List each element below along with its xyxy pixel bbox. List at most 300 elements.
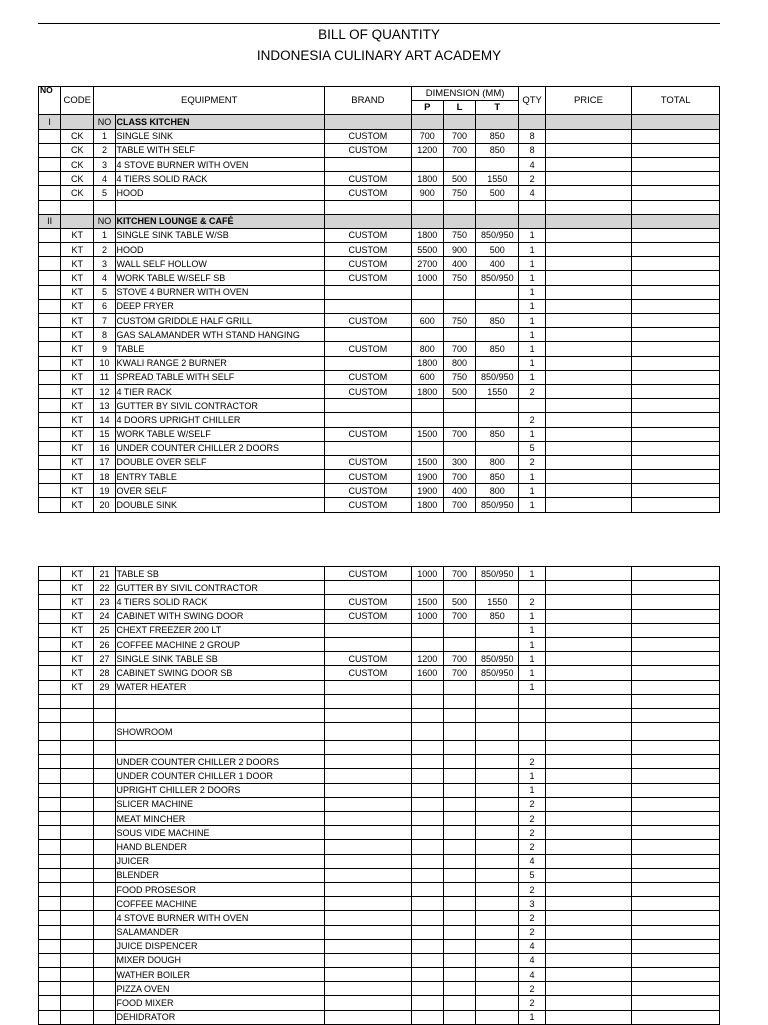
cell-no [39, 666, 61, 680]
cell-total [632, 271, 720, 285]
blank-cell [39, 723, 61, 741]
table-row [39, 370, 720, 384]
cell-dim-p [411, 637, 443, 651]
table-row [39, 441, 720, 455]
cell-item-number: 7 [94, 314, 115, 328]
cell-item-number: 2 [94, 143, 115, 157]
blank-cell [325, 882, 412, 896]
cell-brand: CUSTOM [325, 455, 412, 469]
blank-cell [443, 723, 475, 741]
table-row [39, 157, 720, 171]
cell-qty: 2 [519, 982, 545, 996]
blank-cell [443, 826, 475, 840]
blank-cell [476, 708, 519, 722]
boq-table-body-2 [39, 567, 720, 1025]
document-title: BILL OF QUANTITY [318, 27, 440, 42]
cell-dim-p [411, 413, 443, 427]
showroom-item-row [39, 939, 720, 953]
blank-cell [632, 854, 720, 868]
blank-cell [94, 897, 115, 911]
blank-cell [443, 882, 475, 896]
cell-dim-p: 1800 [411, 228, 443, 242]
blank-cell [476, 968, 519, 982]
cell-dim-p: 1000 [411, 609, 443, 623]
blank-cell [476, 953, 519, 967]
blank-cell [632, 826, 720, 840]
cell-no [39, 143, 61, 157]
cell-dim-l [443, 157, 475, 171]
blank-cell [443, 897, 475, 911]
blank-cell [39, 897, 61, 911]
cell-qty: 2 [519, 455, 545, 469]
blank-cell [411, 868, 443, 882]
blank-cell [61, 939, 94, 953]
cell-no [39, 129, 61, 143]
cell-dim-t: 850/950 [476, 271, 519, 285]
cell-qty: 1 [519, 637, 545, 651]
table-row [39, 455, 720, 469]
cell-equipment: DEHIDRATOR [115, 1010, 325, 1024]
cell-item-number: 3 [94, 157, 115, 171]
blank-cell [325, 741, 412, 755]
cell-dim-t: 850 [476, 609, 519, 623]
blank-cell [411, 840, 443, 854]
cell-price [545, 581, 632, 595]
table-row [39, 172, 720, 186]
cell-dim-p [411, 441, 443, 455]
cell-price [545, 257, 632, 271]
table-row [39, 314, 720, 328]
section-blank [545, 115, 632, 129]
cell-price [545, 623, 632, 637]
table-row [39, 186, 720, 200]
table-row [39, 285, 720, 299]
cell-dim-l: 700 [443, 427, 475, 441]
cell-code: KT [61, 427, 94, 441]
cell-qty: 4 [519, 968, 545, 982]
cell-code: KT [61, 413, 94, 427]
cell-dim-t: 850/950 [476, 370, 519, 384]
cell-total [632, 384, 720, 398]
table-row [39, 228, 720, 242]
cell-dim-l: 700 [443, 567, 475, 581]
cell-item-number: 1 [94, 129, 115, 143]
cell-dim-t: 850/950 [476, 652, 519, 666]
blank-cell [115, 200, 325, 214]
cell-dim-l [443, 581, 475, 595]
blank-cell [443, 996, 475, 1010]
blank-cell [61, 723, 94, 741]
blank-cell [443, 982, 475, 996]
cell-code: KT [61, 243, 94, 257]
blank-cell [476, 755, 519, 769]
cell-dim-p [411, 623, 443, 637]
blank-cell [94, 812, 115, 826]
blank-cell [115, 694, 325, 708]
blank-cell [411, 694, 443, 708]
cell-code: KT [61, 342, 94, 356]
cell-price [545, 441, 632, 455]
cell-equipment: 4 DOORS UPRIGHT CHILLER [115, 413, 325, 427]
cell-brand: CUSTOM [325, 314, 412, 328]
blank-cell [325, 925, 412, 939]
blank-cell [39, 939, 61, 953]
cell-dim-p: 1800 [411, 498, 443, 512]
blank-cell [61, 708, 94, 722]
cell-brand [325, 581, 412, 595]
cell-total [632, 609, 720, 623]
cell-price [545, 370, 632, 384]
cell-dim-t: 1550 [476, 384, 519, 398]
cell-item-number: 25 [94, 623, 115, 637]
blank-cell [476, 882, 519, 896]
blank-cell [411, 882, 443, 896]
blank-cell [39, 854, 61, 868]
cell-qty: 1 [519, 609, 545, 623]
cell-dim-t: 850 [476, 342, 519, 356]
cell-equipment: HOOD [115, 243, 325, 257]
blank-cell [545, 939, 632, 953]
cell-qty: 1 [519, 328, 545, 342]
blank-cell [325, 854, 412, 868]
blank-cell [94, 925, 115, 939]
cell-dim-l: 700 [443, 609, 475, 623]
cell-equipment: UNDER COUNTER CHILLER 1 DOOR [115, 769, 325, 783]
header-price: PRICE [545, 87, 632, 115]
table-row [39, 623, 720, 637]
blank-cell [545, 200, 632, 214]
cell-dim-l [443, 441, 475, 455]
cell-qty: 1 [519, 285, 545, 299]
cell-dim-l: 750 [443, 186, 475, 200]
header-l: L [443, 101, 475, 115]
blank-cell [545, 868, 632, 882]
cell-brand: CUSTOM [325, 666, 412, 680]
blank-cell [325, 868, 412, 882]
cell-price [545, 186, 632, 200]
table-row [39, 299, 720, 313]
showroom-item-row [39, 982, 720, 996]
showroom-item-row [39, 826, 720, 840]
cell-item-number: 1 [94, 228, 115, 242]
blank-cell [39, 708, 61, 722]
cell-qty: 2 [519, 797, 545, 811]
cell-equipment: 4 TIER RACK [115, 384, 325, 398]
section-blank [411, 115, 443, 129]
blank-cell [39, 741, 61, 755]
cell-dim-p: 800 [411, 342, 443, 356]
cell-equipment: JUICE DISPENCER [115, 939, 325, 953]
cell-dim-p [411, 581, 443, 595]
cell-total [632, 285, 720, 299]
blank-cell [411, 769, 443, 783]
blank-cell [545, 982, 632, 996]
table-row [39, 470, 720, 484]
blank-cell [632, 996, 720, 1010]
blank-cell [39, 996, 61, 1010]
document-subtitle: INDONESIA CULINARY ART ACADEMY [256, 48, 502, 63]
cell-dim-p: 5500 [411, 243, 443, 257]
blank-cell [39, 925, 61, 939]
blank-cell [476, 826, 519, 840]
cell-price [545, 243, 632, 257]
cell-brand [325, 299, 412, 313]
blank-cell [39, 911, 61, 925]
cell-dim-t [476, 680, 519, 694]
cell-dim-l: 700 [443, 143, 475, 157]
cell-dim-t: 800 [476, 455, 519, 469]
blank-cell [545, 812, 632, 826]
cell-equipment: DOUBLE OVER SELF [115, 455, 325, 469]
blank-cell [39, 783, 61, 797]
boq-table-page-1 [38, 86, 720, 513]
blank-cell [411, 708, 443, 722]
section-blank [443, 214, 475, 228]
blank-cell [115, 741, 325, 755]
cell-dim-l: 700 [443, 652, 475, 666]
cell-total [632, 680, 720, 694]
cell-no [39, 441, 61, 455]
table-row [39, 328, 720, 342]
cell-dim-t [476, 356, 519, 370]
showroom-item-row [39, 953, 720, 967]
blank-cell [476, 769, 519, 783]
cell-qty: 2 [519, 812, 545, 826]
cell-item-number: 24 [94, 609, 115, 623]
blank-cell [325, 968, 412, 982]
cell-brand [325, 680, 412, 694]
cell-no [39, 680, 61, 694]
cell-qty: 8 [519, 143, 545, 157]
cell-dim-t [476, 328, 519, 342]
cell-total [632, 666, 720, 680]
blank-cell [411, 897, 443, 911]
cell-item-number: 6 [94, 299, 115, 313]
section-blank [632, 214, 720, 228]
cell-item-number: 18 [94, 470, 115, 484]
cell-dim-l [443, 680, 475, 694]
cell-brand [325, 328, 412, 342]
cell-no [39, 567, 61, 581]
section-blank [632, 115, 720, 129]
cell-no [39, 413, 61, 427]
cell-equipment: SINGLE SINK TABLE W/SB [115, 228, 325, 242]
cell-total [632, 157, 720, 171]
cell-item-number: 11 [94, 370, 115, 384]
cell-no [39, 623, 61, 637]
cell-code: KT [61, 470, 94, 484]
cell-total [632, 637, 720, 651]
blank-cell [443, 797, 475, 811]
cell-equipment: BLENDER [115, 868, 325, 882]
blank-cell [94, 200, 115, 214]
cell-equipment: 4 STOVE BURNER WITH OVEN [115, 157, 325, 171]
blank-cell [411, 939, 443, 953]
cell-equipment: OVER SELF [115, 484, 325, 498]
cell-item-number: 16 [94, 441, 115, 455]
boq-table-page-2 [38, 566, 720, 1025]
blank-cell [545, 882, 632, 896]
blank-cell [476, 694, 519, 708]
cell-qty: 2 [519, 755, 545, 769]
cell-brand: CUSTOM [325, 342, 412, 356]
blank-cell [632, 925, 720, 939]
blank-cell [94, 939, 115, 953]
blank-cell [545, 854, 632, 868]
cell-code: KT [61, 285, 94, 299]
blank-cell [61, 982, 94, 996]
cell-total [632, 652, 720, 666]
cell-code: KT [61, 314, 94, 328]
blank-cell [411, 200, 443, 214]
blank-cell [476, 741, 519, 755]
cell-dim-t: 850 [476, 470, 519, 484]
cell-brand: CUSTOM [325, 498, 412, 512]
blank-cell [39, 953, 61, 967]
cell-equipment: UNDER COUNTER CHILLER 2 DOORS [115, 441, 325, 455]
section-blank [443, 115, 475, 129]
blank-cell [325, 755, 412, 769]
cell-dim-p: 600 [411, 314, 443, 328]
blank-cell [632, 769, 720, 783]
table-row [39, 399, 720, 413]
cell-equipment: HOOD [115, 186, 325, 200]
blank-cell [61, 826, 94, 840]
cell-price [545, 637, 632, 651]
blank-cell [476, 840, 519, 854]
cell-equipment: SPREAD TABLE WITH SELF [115, 370, 325, 384]
showroom-item-row [39, 783, 720, 797]
blank-cell [39, 882, 61, 896]
cell-no [39, 314, 61, 328]
cell-price [545, 299, 632, 313]
blank-cell [39, 755, 61, 769]
blank-cell [61, 812, 94, 826]
cell-qty: 4 [519, 854, 545, 868]
cell-brand: CUSTOM [325, 243, 412, 257]
table-row [39, 567, 720, 581]
cell-qty: 5 [519, 441, 545, 455]
blank-cell [94, 723, 115, 741]
cell-no [39, 285, 61, 299]
blank-row [39, 200, 720, 214]
showroom-item-row [39, 996, 720, 1010]
blank-cell [61, 694, 94, 708]
header-qty: QTY [519, 87, 545, 115]
blank-cell [61, 925, 94, 939]
blank-cell [39, 968, 61, 982]
blank-cell [94, 826, 115, 840]
cell-qty [519, 581, 545, 595]
blank-cell [39, 200, 61, 214]
cell-equipment: CABINET WITH SWING DOOR [115, 609, 325, 623]
cell-item-number: 3 [94, 257, 115, 271]
cell-dim-p [411, 328, 443, 342]
cell-dim-t: 500 [476, 186, 519, 200]
showroom-item-row [39, 1010, 720, 1024]
cell-price [545, 172, 632, 186]
cell-dim-t [476, 441, 519, 455]
cell-brand: CUSTOM [325, 271, 412, 285]
cell-code: KT [61, 652, 94, 666]
cell-item-number: 23 [94, 595, 115, 609]
cell-equipment: STOVE 4 BURNER WITH OVEN [115, 285, 325, 299]
cell-brand: CUSTOM [325, 427, 412, 441]
table-row [39, 498, 720, 512]
blank-cell [545, 840, 632, 854]
cell-equipment: COFFEE MACHINE 2 GROUP [115, 637, 325, 651]
cell-no [39, 384, 61, 398]
cell-item-number: 27 [94, 652, 115, 666]
blank-cell [443, 200, 475, 214]
blank-row [39, 694, 720, 708]
blank-cell [443, 868, 475, 882]
blank-cell [632, 708, 720, 722]
blank-cell [411, 854, 443, 868]
cell-dim-t [476, 623, 519, 637]
cell-equipment: DEEP FRYER [115, 299, 325, 313]
cell-code: KT [61, 384, 94, 398]
header-t: T [476, 101, 519, 115]
blank-cell [476, 797, 519, 811]
table-row [39, 680, 720, 694]
cell-brand: CUSTOM [325, 567, 412, 581]
cell-brand [325, 285, 412, 299]
blank-cell [443, 840, 475, 854]
blank-cell [476, 925, 519, 939]
cell-qty: 4 [519, 186, 545, 200]
section-blank [325, 115, 412, 129]
cell-no [39, 609, 61, 623]
blank-cell [411, 925, 443, 939]
cell-code: KT [61, 595, 94, 609]
cell-code: KT [61, 328, 94, 342]
cell-dim-t: 1550 [476, 172, 519, 186]
blank-cell [39, 826, 61, 840]
cell-dim-l: 900 [443, 243, 475, 257]
showroom-item-row [39, 911, 720, 925]
cell-total [632, 455, 720, 469]
cell-no [39, 370, 61, 384]
blank-cell [545, 968, 632, 982]
cell-price [545, 470, 632, 484]
cell-dim-t: 850/950 [476, 498, 519, 512]
cell-item-number: 8 [94, 328, 115, 342]
cell-no [39, 595, 61, 609]
cell-code: KT [61, 637, 94, 651]
header-no: NO [39, 87, 61, 115]
cell-qty [519, 399, 545, 413]
cell-dim-l: 500 [443, 384, 475, 398]
blank-cell [411, 723, 443, 741]
blank-cell [519, 723, 545, 741]
cell-equipment: ENTRY TABLE [115, 470, 325, 484]
cell-equipment: MIXER DOUGH [115, 953, 325, 967]
showroom-row [39, 723, 720, 741]
cell-qty: 8 [519, 129, 545, 143]
cell-equipment: 4 TIERS SOLID RACK [115, 172, 325, 186]
showroom-item-row [39, 854, 720, 868]
cell-total [632, 370, 720, 384]
showroom-item-row [39, 755, 720, 769]
showroom-item-row [39, 925, 720, 939]
cell-price [545, 342, 632, 356]
blank-cell [476, 982, 519, 996]
blank-cell [632, 741, 720, 755]
cell-qty: 2 [519, 826, 545, 840]
blank-cell [325, 939, 412, 953]
cell-price [545, 595, 632, 609]
